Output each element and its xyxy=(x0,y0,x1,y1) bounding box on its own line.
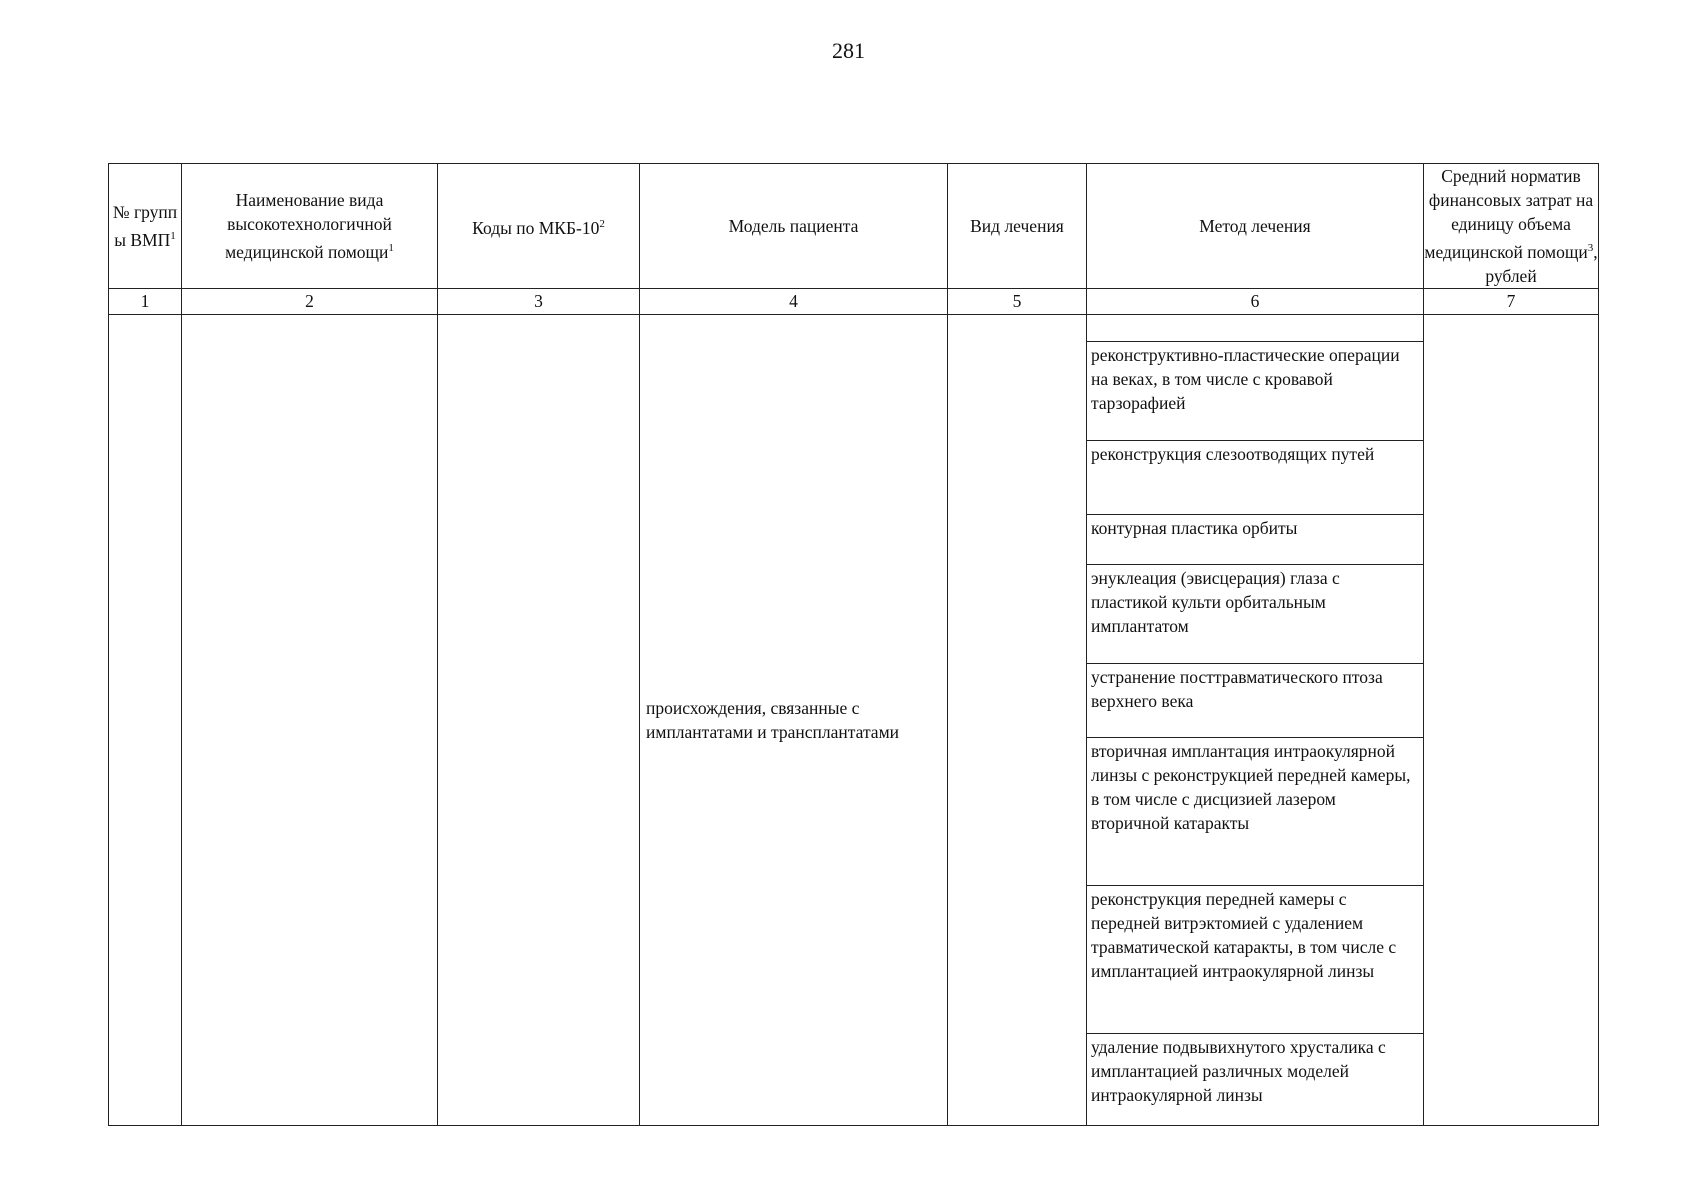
header-group-number: № групп ы ВМП$^1$ xyxy=(109,164,182,289)
page-number: 281 xyxy=(832,38,865,63)
header-treatment-type: Вид лечения xyxy=(948,164,1087,289)
column-number-row xyxy=(109,288,1599,314)
header-cost-standard: Средний норматив финансовых затрат на единицу объема медицинской помощи$^3$, рублей xyxy=(1424,164,1599,289)
cell-patient-model xyxy=(640,314,948,1125)
cell-care-type-name xyxy=(182,314,438,1125)
method-item: удаление подвывихнутого хрусталика с имплантацией различных моделей интраокулярной линзы xyxy=(1087,1033,1423,1125)
cell-cost-standard xyxy=(1424,314,1599,1125)
patient-model-text: происхождения, связанные с имплантатами и трансплантатами xyxy=(646,697,900,742)
header-treatment-method: Метод лечения xyxy=(1087,164,1424,289)
cell-treatment-type xyxy=(948,314,1087,1125)
column-number: 5 xyxy=(948,288,1087,314)
column-number: 6 xyxy=(1087,288,1424,314)
method-list xyxy=(1087,315,1423,1125)
cell-icd-codes xyxy=(438,314,640,1125)
vmp-table xyxy=(108,163,1599,1126)
method-item: энуклеация (эвисцерация) глаза с пластикой культи орбитальным имплантатом xyxy=(1087,564,1423,663)
method-item: контурная пластика орбиты xyxy=(1087,514,1423,564)
column-number: 1 xyxy=(109,288,182,314)
method-item: реконструктивно-пластические операции на веках, в том числе с кровавой тарзорафией xyxy=(1087,341,1423,440)
method-item: устранение посттравматического птоза верхнего века xyxy=(1087,663,1423,737)
header-row xyxy=(109,164,1599,289)
method-item: вторичная имплантация интраокулярной линзы с реконструкцией передней камеры, в том числе с дисцизией лазером вторичной катаракты xyxy=(1087,737,1423,885)
method-item xyxy=(1087,315,1423,341)
column-number: 4 xyxy=(640,288,948,314)
cell-group-number xyxy=(109,314,182,1125)
column-number: 3 xyxy=(438,288,640,314)
cell-treatment-method xyxy=(1087,314,1424,1125)
method-item: реконструкция слезоотводящих путей xyxy=(1087,440,1423,514)
header-icd-codes: Коды по МКБ-$10^2$ xyxy=(438,164,640,289)
method-item: реконструкция передней камеры с передней витрэктомией с удалением травматической катаракты, в том числе с имплантацией интраокулярной линзы xyxy=(1087,885,1423,1033)
table-row xyxy=(109,314,1599,1125)
header-patient-model: Модель пациента xyxy=(640,164,948,289)
column-number: 2 xyxy=(182,288,438,314)
column-number: 7 xyxy=(1424,288,1599,314)
header-care-type-name: Наименование вида высокотехнологичной медицинской помощи$^1$ xyxy=(182,164,438,289)
